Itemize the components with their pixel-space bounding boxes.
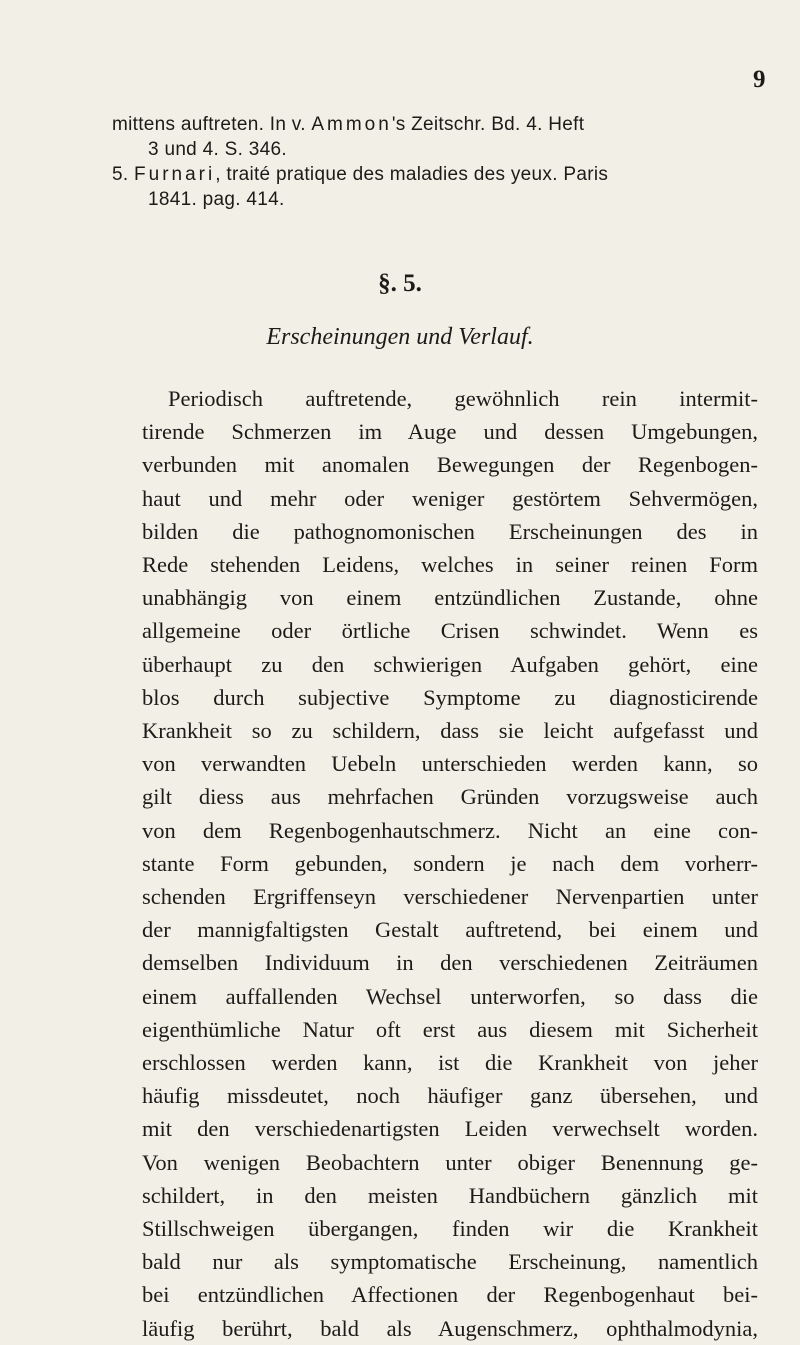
text-line: Krankheit so zu schildern, dass sie leicht aufgefasst und <box>142 718 758 744</box>
text-line: Periodisch auftretende, gewöhnlich rein intermit- <box>168 386 758 411</box>
text-line: läufig berührt, bald als Augenschmerz, ophthalmodynia, <box>142 1315 758 1341</box>
section-number: §. 5. <box>378 270 422 297</box>
text-line: schenden Ergriffenseyn verschiedener Nervenpartien unter <box>142 884 758 910</box>
reference-text: 3 und 4. S. 346. <box>148 139 287 160</box>
body-text <box>142 382 758 1345</box>
reference-line <box>112 162 752 187</box>
reference-list <box>112 112 752 212</box>
text-line: mit den verschiedenartigsten Leiden verwechselt worden. <box>142 1116 758 1142</box>
page-number: 9 <box>753 66 766 93</box>
text-line: stante Form gebunden, sondern je nach dem vorherr- <box>142 850 758 876</box>
text-line: verbunden mit anomalen Bewegungen der Regenbogen- <box>142 452 758 478</box>
text-line: blos durch subjective Symptome zu diagnosticirende <box>142 684 758 710</box>
text-line: bald nur als symptomatische Erscheinung, namentlich <box>142 1249 758 1275</box>
text-line: Rede stehenden Leidens, welches in seiner reinen Form <box>142 552 758 578</box>
reference-text: mittens auftreten. In v. <box>112 114 312 135</box>
text-line: eigenthümliche Natur oft erst aus diesem mit Sicherheit <box>142 1016 758 1042</box>
reference-entry <box>112 162 752 212</box>
reference-text: 's Zeitschr. Bd. 4. Heft <box>391 114 585 135</box>
reference-text: 5. <box>112 164 135 185</box>
text-line: von dem Regenbogenhautschmerz. Nicht an eine con- <box>142 817 758 843</box>
author-name: Furnari <box>134 164 216 185</box>
text-line: gilt diess aus mehrfachen Gründen vorzugsweise auch <box>142 784 758 810</box>
reference-entry <box>112 112 752 162</box>
text-line: tirende Schmerzen im Auge und dessen Umgebungen, <box>142 419 758 445</box>
text-line: bei entzündlichen Affectionen der Regenbogenhaut bei- <box>142 1282 758 1308</box>
text-line: häufig missdeutet, noch häufiger ganz übersehen, und <box>142 1083 758 1109</box>
author-name: Ammon <box>311 114 392 135</box>
reference-line <box>112 112 752 137</box>
reference-text: 1841. pag. 414. <box>148 189 285 210</box>
text-line: allgemeine oder örtliche Crisen schwindet. Wenn es <box>142 618 758 644</box>
section-title: Erscheinungen und Verlauf. <box>266 324 534 350</box>
text-line: der mannigfaltigsten Gestalt auftretend, bei einem und <box>142 917 758 943</box>
reference-line <box>112 137 752 162</box>
text-line: erschlossen werden kann, ist die Krankheit von jeher <box>142 1050 758 1076</box>
text-line: demselben Individuum in den verschiedenen Zeiträumen <box>142 950 758 976</box>
text-line: überhaupt zu den schwierigen Aufgaben gehört, eine <box>142 651 758 677</box>
text-line: Von wenigen Beobachtern unter obiger Benennung ge- <box>142 1149 758 1175</box>
text-line: Stillschweigen übergangen, finden wir die Krankheit <box>142 1216 758 1242</box>
text-line: einem auffallenden Wechsel unterworfen, so dass die <box>142 983 758 1009</box>
text-line: bilden die pathognomonischen Erscheinungen des in <box>142 518 758 544</box>
text-line: schildert, in den meisten Handbüchern gänzlich mit <box>142 1182 758 1208</box>
text-line: haut und mehr oder weniger gestörtem Sehvermögen, <box>142 485 758 511</box>
text-line: von verwandten Uebeln unterschieden werden kann, so <box>142 751 758 777</box>
text-line: unabhängig von einem entzündlichen Zustande, ohne <box>142 585 758 611</box>
reference-text: , traité pratique des maladies des yeux. Paris <box>215 164 609 185</box>
reference-line <box>112 187 752 212</box>
